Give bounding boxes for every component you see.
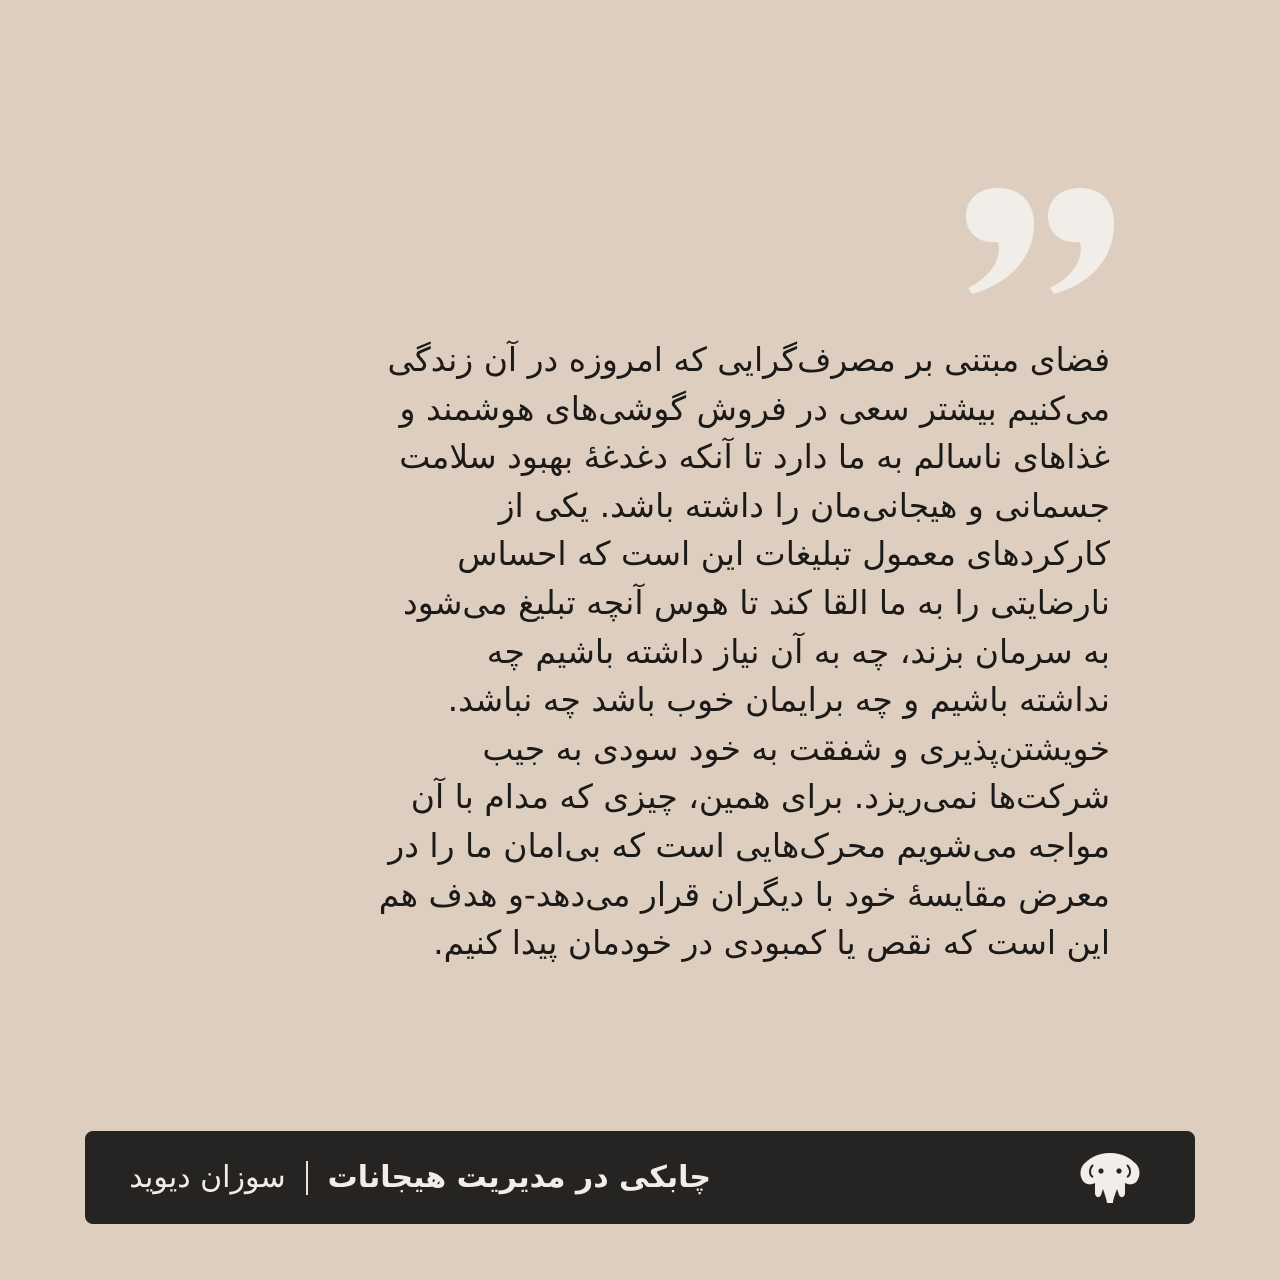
- quote-line: نداشته باشیم و چه برایمان خوب باشد چه نباشد.: [447, 680, 1110, 720]
- quote-line: مواجه می‌شویم محرک‌هایی است که بی‌امان ما را در: [388, 825, 1110, 865]
- elephant-logo-icon: [1077, 1149, 1143, 1207]
- closing-quote-icon: [958, 182, 1118, 294]
- quote-line: خویشتن‌پذیری و شفقت به خود سودی به جیب: [482, 728, 1110, 768]
- footer-bar: [85, 1131, 1195, 1224]
- quote-line: این است که نقص یا کمبودی در خودمان پیدا کنیم.: [433, 923, 1110, 963]
- quote-line: جسمانی و هیجانی‌مان را داشته باشد. یکی از: [498, 485, 1110, 525]
- quote-line: شرکت‌ها نمی‌ریزد. برای همین، چیزی که مدام با آن: [410, 777, 1110, 817]
- quote-line: می‌کنیم بیشتر سعی در فروش گوشی‌های هوشمند و: [399, 388, 1110, 428]
- quote-text: [160, 336, 1110, 968]
- quote-line: معرض مقایسهٔ خود با دیگران قرار می‌دهد-و هدف هم: [378, 874, 1110, 914]
- book-author: سوزان دیوید: [129, 1160, 286, 1195]
- quote-line: کارکردهای معمول تبلیغات این است که احساس: [457, 534, 1110, 574]
- book-title: چابکی در مدیریت هیجانات: [327, 1160, 711, 1195]
- footer-divider: [306, 1161, 308, 1195]
- quote-line: به سرمان بزند، چه به آن نیاز داشته باشیم چه: [486, 631, 1110, 671]
- quote-line: نارضایتی را به ما القا کند تا هوس آنچه تبلیغ می‌شود: [403, 582, 1110, 622]
- quote-line: غذاهای ناسالم به ما دارد تا آنکه دغدغهٔ بهبود سلامت: [399, 437, 1110, 477]
- quote-line: فضای مبتنی بر مصرف‌گرایی که امروزه در آن زندگی: [387, 340, 1110, 379]
